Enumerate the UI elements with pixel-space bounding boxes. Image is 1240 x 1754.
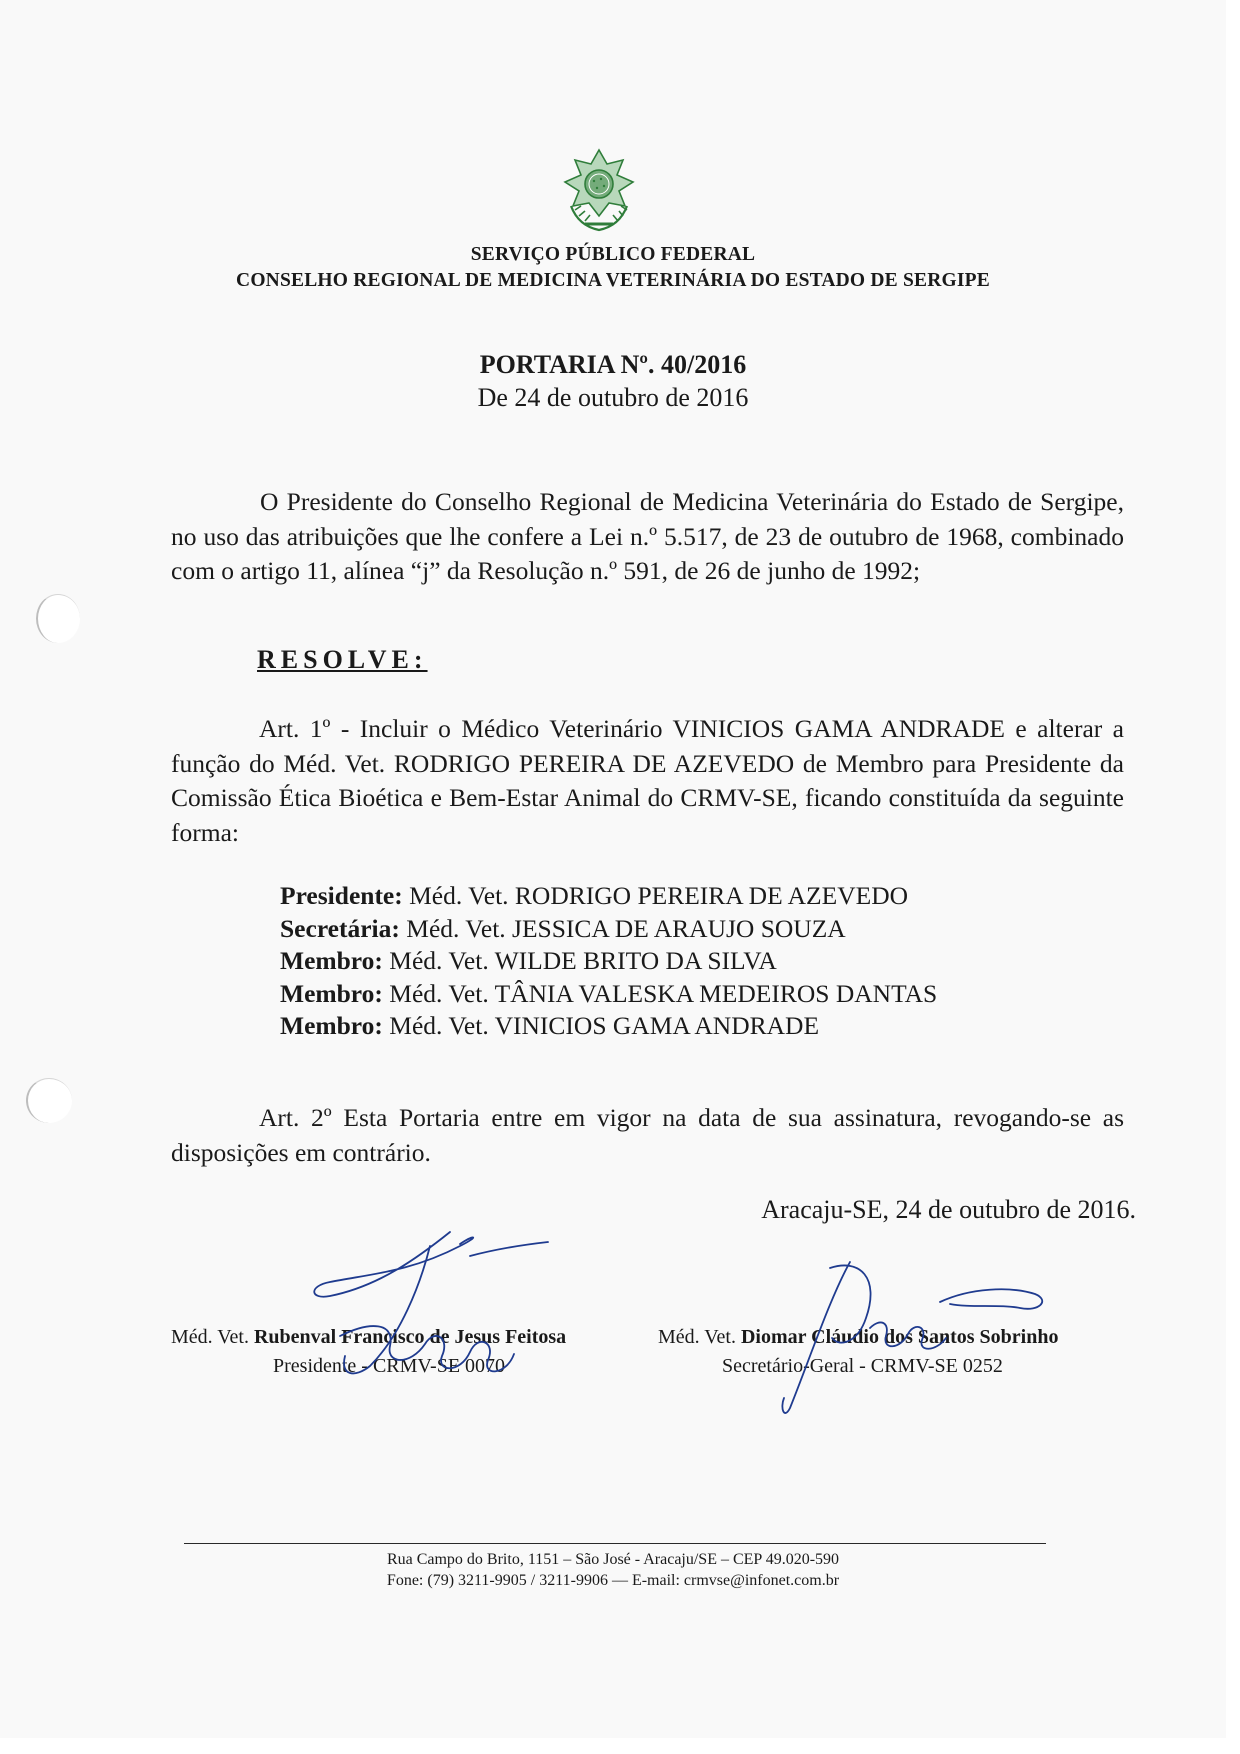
header-line-1: SERVIÇO PÚBLICO FEDERAL (470, 244, 756, 265)
coat-of-arms-of-brazil-icon (563, 148, 635, 234)
signatory-1-name-line (171, 1326, 566, 1349)
header-line-2: CONSELHO REGIONAL DE MEDICINA VETERINÁRIA DO ESTADO DE SERGIPE (236, 270, 990, 291)
preamble-paragraph: O Presidente do Conselho Regional de Medicina Veterinária do Estado de Sergipe, no uso das atribuições que lhe confere a Lei n.º 5.517, de 23 de outubro de 1968, combinado com o artigo 11, alínea “j” da Resolução n.º 591, de 26 de junho de 1992; (171, 487, 1124, 585)
member-name: Méd. Vet. RODRIGO PEREIRA DE AZEVEDO (409, 881, 909, 910)
portaria-title: PORTARIA Nº. 40/2016 (479, 350, 747, 379)
footer-contact: Fone: (79) 3211-9905 / 3211-9906 — E-mail: crmvse@infonet.com.br (386, 1572, 840, 1589)
footer-address: Rua Campo do Brito, 1151 – São José - Aracaju/SE – CEP 49.020-590 (386, 1551, 840, 1568)
resolve-heading: RESOLVE: (257, 645, 428, 674)
member-item (280, 913, 937, 946)
member-name: Méd. Vet. TÂNIA VALESKA MEDEIROS DANTAS (389, 978, 938, 1008)
signatory-2-name: Diomar Cláudio dos Santos Sobrinho (740, 1326, 1059, 1348)
scan-margin-bottom (0, 1738, 1240, 1754)
signatory-1-role: Presidente - CRMV-SE 0070 (273, 1355, 506, 1377)
member-name: Méd. Vet. WILDE BRITO DA SILVA (389, 946, 777, 975)
member-role: Membro: (280, 1011, 383, 1040)
member-item (280, 1010, 937, 1043)
punch-hole-top (36, 594, 80, 643)
signatory-2-role: Secretário-Geral - CRMV-SE 0252 (722, 1355, 1003, 1377)
scan-margin-right (1226, 0, 1240, 1754)
member-item (280, 978, 937, 1011)
article-2-paragraph: Art. 2º Esta Portaria entre em vigor na data de sua assinatura, revogando-se as disposições em contrário. (171, 1103, 1124, 1167)
signatory-2-name-line (658, 1326, 1058, 1349)
place-and-date: Aracaju-SE, 24 de outubro de 2016. (761, 1195, 1136, 1224)
member-role: Membro: (280, 946, 383, 975)
member-item (280, 945, 937, 978)
commission-members-list (280, 880, 937, 1043)
member-item (280, 880, 937, 913)
signatory-1-prefix: Méd. Vet. (171, 1326, 249, 1348)
member-role: Membro: (280, 978, 383, 1008)
member-name: Méd. Vet. JESSICA DE ARAUJO SOUZA (406, 913, 846, 943)
member-role: Secretária: (280, 913, 400, 943)
article-1-paragraph: Art. 1º - Incluir o Médico Veterinário VINICIOS GAMA ANDRADE e alterar a função do Méd. Vet. RODRIGO PEREIRA DE AZEVEDO de Membro para Presidente da Comissão Ética Bioética e Bem-Estar Animal do CRMV-SE, ficando constituída da seguinte forma: (171, 714, 1124, 847)
signatory-2-prefix: Méd. Vet. (658, 1326, 736, 1348)
signatory-1-name: Rubenval Francisco de Jesus Feitosa (253, 1326, 567, 1348)
member-name: Méd. Vet. VINICIOS GAMA ANDRADE (389, 1011, 820, 1040)
punch-hole-bottom (26, 1078, 72, 1123)
footer-divider (184, 1543, 1046, 1544)
portaria-date: De 24 de outubro de 2016 (477, 383, 749, 412)
member-role: Presidente: (280, 881, 403, 910)
